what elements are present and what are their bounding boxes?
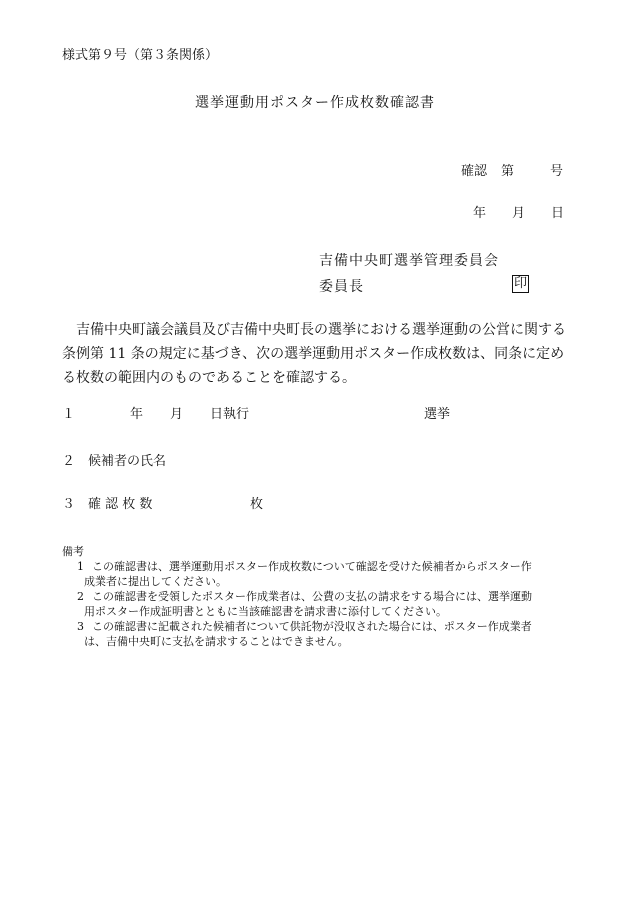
note-text-continued: 用ポスター作成証明書とともに当該確認書を請求書に添付してください。 [84,605,447,618]
note-item [62,619,572,649]
note-item [62,559,572,589]
note-number: 1 [77,560,84,573]
notes-heading: 備考 [62,545,84,558]
issue-date [473,202,564,221]
item3-unit: 枚 [250,497,264,512]
confirmation-dai: 第 [501,164,515,179]
note-text: この確認書は、選挙運動用ポスター作成枚数について確認を受けた候補者からポスター作 [92,560,532,573]
document-title: 選挙運動用ポスター作成枚数確認書 [195,95,435,111]
confirmation-label: 確認 [461,164,488,179]
item-confirmed-count [62,493,263,512]
item1-year: 年 [130,407,144,422]
note-text-continued: 成業者に提出してください。 [84,575,227,588]
note-number: 2 [77,590,84,603]
date-year: 年 [473,206,487,221]
item1-number: １ [62,407,76,422]
item1-day-executed: 日執行 [210,407,250,422]
note-item [62,589,572,619]
date-month: 月 [512,206,526,221]
issuer-organization: 吉備中央町選挙管理委員会 [319,253,499,269]
seal-mark: 印 [514,276,528,291]
issuer-title: 委員長 [319,279,364,295]
note-number: 3 [77,620,84,633]
item3-label: 確 認 枚 数 [88,497,153,512]
date-day: 日 [551,206,565,221]
item3-number: ３ [62,497,76,512]
confirmation-go: 号 [550,164,564,179]
item-election-date [62,403,582,422]
item1-month: 月 [170,407,184,422]
note-text: この確認書を受領したポスター作成業者は、公費の支払の請求をする場合には、選挙運動 [92,590,532,603]
item2-label: 候補者の氏名 [88,454,167,469]
item2-number: ２ [62,454,76,469]
confirmation-number [461,160,563,179]
item-candidate-name [62,450,166,469]
body-paragraph: 吉備中央町議会議員及び吉備中央町長の選挙における選挙運動の公営に関する条例第 11 条の規定に基づき、次の選挙運動用ポスター作成枚数は、同条に定める枚数の範囲内のものであることを確認する。 [62,322,566,386]
note-text-continued: は、吉備中央町に支払を請求することはできません。 [84,635,349,648]
note-text: この確認書に記載された候補者について供託物が没収された場合には、ポスター作成業者 [92,620,532,633]
form-number: 様式第９号（第３条関係） [62,48,219,63]
item1-election: 選挙 [424,407,451,422]
